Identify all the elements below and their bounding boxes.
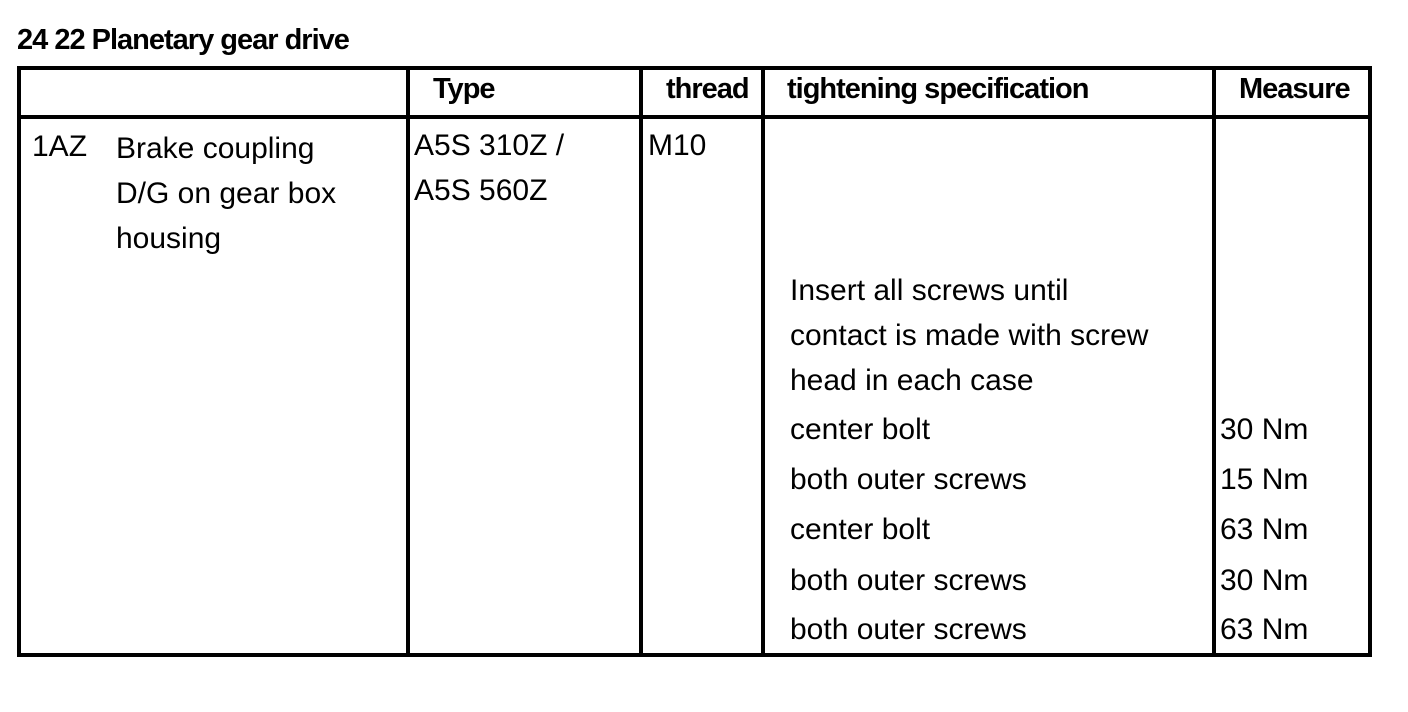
description-line: housing xyxy=(116,222,222,255)
step-5-spec: both outer screws xyxy=(790,613,1027,646)
step-3-measure: 63 Nm xyxy=(1220,513,1309,546)
step-2-measure: 15 Nm xyxy=(1220,463,1309,496)
header-tightening-specification: tightening specification xyxy=(787,73,1089,105)
spec-intro-line: head in each case xyxy=(790,364,1034,397)
step-5-measure: 63 Nm xyxy=(1220,613,1309,646)
description-line: D/G on gear box xyxy=(116,177,337,210)
step-1-spec: center bolt xyxy=(790,413,931,446)
row-description xyxy=(116,126,336,261)
step-3-spec: center bolt xyxy=(790,513,931,546)
step-4-measure: 30 Nm xyxy=(1220,564,1309,597)
column-divider-thread xyxy=(639,66,643,657)
type-line: A5S 560Z xyxy=(414,174,548,207)
header-type: Type xyxy=(433,73,495,105)
header-measure: Measure xyxy=(1239,73,1350,105)
step-1-measure: 30 Nm xyxy=(1220,413,1309,446)
description-line: Brake coupling xyxy=(116,132,315,165)
spec-intro xyxy=(790,268,1148,403)
step-4-spec: both outer screws xyxy=(790,564,1027,597)
row-type xyxy=(414,123,564,213)
row-thread: M10 xyxy=(648,129,707,162)
header-divider xyxy=(17,115,1372,119)
column-divider-type xyxy=(406,66,410,657)
page-title: 24 22 Planetary gear drive xyxy=(17,24,349,56)
type-line: A5S 310Z / xyxy=(414,129,565,162)
spec-intro-line: Insert all screws until xyxy=(790,274,1069,307)
column-divider-measure xyxy=(1212,66,1216,657)
header-thread: thread xyxy=(666,73,749,105)
step-2-spec: both outer screws xyxy=(790,463,1027,496)
column-divider-spec xyxy=(761,66,765,657)
spec-intro-line: contact is made with screw xyxy=(790,319,1149,352)
row-id: 1AZ xyxy=(32,130,88,163)
